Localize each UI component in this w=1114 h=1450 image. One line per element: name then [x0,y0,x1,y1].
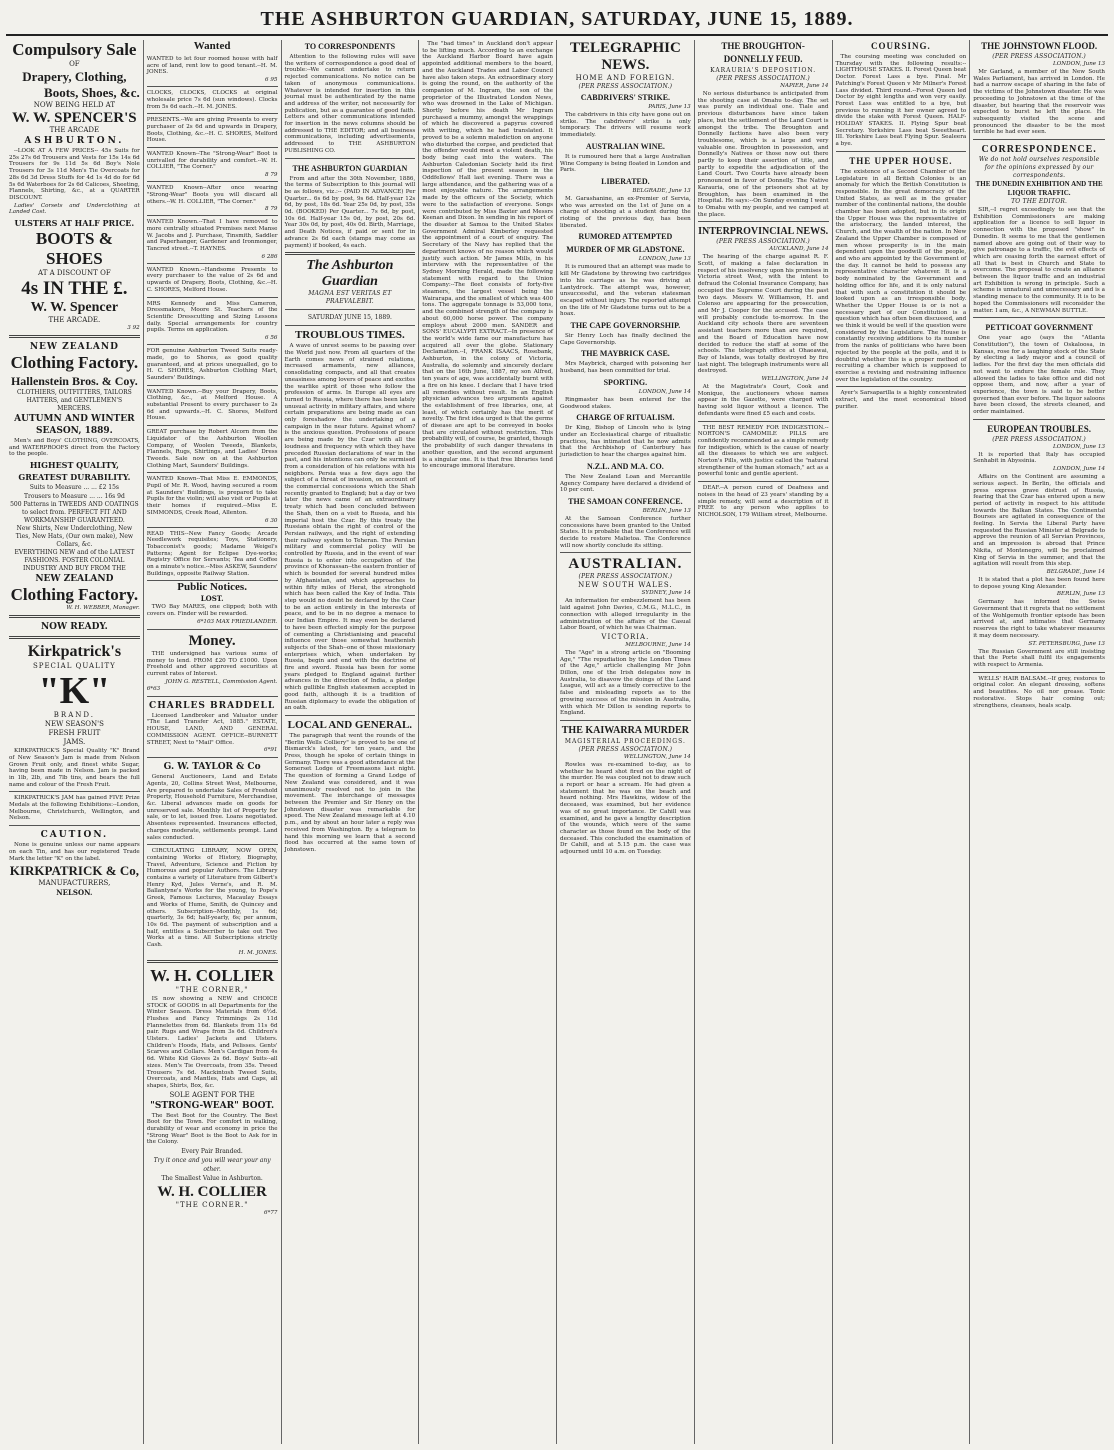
ad-line: AT A DISCOUNT OF [38,269,111,278]
ad-line: OF [69,60,80,68]
article-text: The "bad times" in Auckland don't appear to be lifting much. According to an exchange the Auckland Harbor Board have again appointed additional members to the board, and the Auckland Trades and Labor Council have also taken steps. An extraordinary story is going the round, on the authority of the companion of M. Ingram, the son of the proprietor of the Illustrated London News, who was drowned in the Lake of Michigan. Shortly before his death Mr Ingram purchased a mummy, amongst the wrappings of which he discovered a papyrus covered with writing, which he had translated. It proved to be a solemn malediction on anyone who disturbed the corpse, and predicted that the offender would meet a violent death, his body being cast into the waters. The Ashburton Caledonian Society held its first inspection of the present season in the Oddfellows' Hall last evening. There was a large attendance, and the gathering was of a most enjoyable nature. The arrangements made by the officers of the Society, which were to the satisfaction of everyone. Songs were contributed by Miss Baxter and Messrs Keenan and Dixon. In sending in his report of the disaster at Samoa to the United States Government Admiral Kimberley requested the appointment of a court of enquiry. The Secretary of the Navy has replied that the department knows of no reason which would justify such action. Mr James Mills, in his interview with the representative of the Sydney Morning Herald, made the following statement with regard to the Union Company:--The fleet consists of forty-five steamers, the largest vessel being the Wairarapa, and the smallest of which was 400 tons. The aggregate tonnage is 53,000 tons, and the combined strength of the company is about 60,000 horse power. The company employs about 2000 men. SANDER and SONS' EUCALYPTI EXTRACT.--In presence of the world's wide fame our manufacture has acquired all over the globe. Stationary Declamation.--I, FRANK ISAACS, Rosebank, Ashburton, in the colony of Victoria, Australia, do solemnly and sincerely declare that on the 16th June, 1887, my son Alfred, ten years of age, was accidentally burnt with a fire on his knee. I declare that I have tried all remedies without result. In an English physician advances two arguments against the establishment of free libraries, one, at least, of which certainly has the merit of novelty. The first idea urged is that the germs of disease are apt to be conveyed in books that are circulated without restriction. This probability will, of course, be granted, though the probability of such danger threatens in another question, and the second argument is a singular one. It is that free libraries tend to encourage immoral literature. [422,41,554,470]
divider [560,720,691,721]
divider [973,672,1105,673]
ad-text: --LOOK AT A FEW PRICES-- 45s Suits for 25s 27s 6d Trousers and Vests for 15s 14s 6d Trousers for 9s 11d 5s 6d Boy's Nole Trousers for 3s 11d Men's Tie Overcoats for 28s 6d 3d Dress Stuffs for 4d 1s 4d do for 6d 5s 6d Waterboes for 2s 6d Calicoes, Sheeting, Flannels, Shirting, &c., at a QUARTER DISCOUNT. [9,148,140,201]
ad-line: CAUTION. [40,830,109,841]
ad-line: 4s IN THE £. [21,278,128,300]
classified-ad [147,298,278,346]
ad-line: Clothing Factory. [10,585,139,605]
ad-code: 6*63 [146,685,161,692]
article-text: It is stated that a plot has been found here to depose young King Alexander. [973,576,1105,590]
divider [836,151,967,152]
divider [285,158,416,159]
ad-line: New Shirts, New Underclothing, New Ties, New Hats, (Our own make), New Collars, &c. [15,525,134,549]
ad-line: 500 Patterns in TWEEDS AND COATINGS to select from. PERFECT FIT AND WORKMANSHIP GUARANTEED. [10,501,139,525]
dateline: BERLIN, June 13 [1056,591,1105,598]
divider [560,552,691,553]
ad-text: KIRKPATRICK'S Special Quality "K" Brand of New Season's Jam is made from Nelson Grown Fruit only, and finest white Sugar, having been made in Nelson. Jam is packed in 1lb, 2lb, and 7lb tins, and bears the full name and colour of the Fresh Fruit. [9,748,140,788]
ad-line: KIRKPATRICK & Co, [9,863,139,879]
byline: (PER PRESS ASSOCIATION.) [992,435,1086,443]
ad-line: "THE CORNER." [175,1201,249,1210]
section-heading: CORRESPONDENCE. [981,144,1097,156]
ad-line: BOOTS & SHOES [35,229,113,269]
article-text: No serious disturbance is anticipated from the shooting case at Omahu to-day. The set was purely an individual one. Tiale and previous disturbances have since taken place, but the settlement of the Land Court is amongst the tribe. The Broughton and Donnelly factions have also been very troublesome, which is a large and very valuable one. Broughton in possession, and Donnelly's Natives or those now out there partly to keep their assertion of title, and partly to expedite the adjudication of the Land Court. Two Courts have already been pronounced in favor of Donnelly. The Native Karauria, one of the prisoners shot at by Broughton, has been examined in the Hospital. He says:--On Sunday evening I went to Omahu with my people, and we camped at the place. [697,91,829,218]
ad-signature: 6*103 MAX FRIEDLANDER. [197,618,278,625]
column-8 [970,40,1108,1444]
section-subheading: KARAURIA'S DEPOSITION. [710,67,817,74]
article-text: It is rumoured that an attempt was made to kill Mr Gladstone by throwing two cartridges into his carriage as he was driving at Lantydrock. The attempt was, however, unsuccessful, and the veteran statesman escaped without injury. The reported attempt on the life of Mr Gladstone turns out to be a hoax. [560,264,691,318]
ad-line: SOLE AGENT FOR THE [169,1090,255,1099]
ad-line: Hallenstein Bros. & Coy. [10,374,138,389]
article-text: One year ago (says the "Atlanta Constitution"), the town of Oskaloosa, in Kansas, rose for a laughing stock of the State by electing a lady mayor and a council of ladies. For the first day the men officials did not want to endure the female rule. They allowed the ladies to take office and did not oppose them, and now, after a year of experience, the town is said to be better governed than ever before. The liquor saloons have been closed, the streets cleaned, and order maintained. [973,335,1105,416]
column-7 [833,40,971,1444]
ad-line: ASHBURTON. [24,136,125,146]
ad-text: THE undersigned has various sums of money to lend. FROM £20 TO £1000. Upon Freehold and other approved securities at current rates of Interest. [146,650,278,677]
ad-line: Kirkpatrick's [27,643,122,661]
ad-text: Licensed Landbroker and Valuator under "The Land Transfer Act, 1885." ESTATE, HOUSE, LAND, AND GENERAL COMMISSION AGENT. OFFICE--BURNETT STREET, Next to "Mail" Office. [146,712,278,746]
article-headline: N.Z.L. AND M.A. CO. [587,461,664,471]
dateline: SYDNEY, June 14 [641,590,691,597]
divider [836,386,967,387]
ad-line: EVERYTHING NEW and of the LATEST FASHIONS. FOSTER COLONIAL INDUSTRY AND BUY FROM THE [14,549,135,573]
ad-line: JAMS. [63,738,86,747]
section-heading: Money. [188,632,236,649]
dateline: AUCKLAND, June 14 [769,246,829,253]
section-heading: PETTICOAT GOVERNMENT [985,323,1093,333]
article-text: The "Age" in a strong article on "Booming Age," "The repudiation by the London Times of the Age," article challenging Mr John Dillon, one of the Irish delegates now in Australia, to disavow the doings of the Land League, will act as a timely corrective to the false and misleading reports as to the growing success of the mission in Australia, with which Mr Dillon is sending reports to England. [560,649,691,717]
ad-line: BRAND. [53,711,95,720]
section-heading: AUSTRALIAN. [568,556,683,573]
advertisement-text: THE BEST REMEDY FOR INDIGESTION.--NORTON'S CAMOMILE PILLS are confidently recommended as a simple remedy for indigestion, which is the cause of nearly all the diseases to which we are subject. Norton's Pills, with justice called the "natural strengthener of the human stomach," act as a powerful tonic and gentle aperient. [697,424,829,478]
divider [285,309,416,310]
article-text: Affairs on the Continent are assuming a serious aspect. In Berlin, the officials and press express grave distrust of Russia, fearing that the Czar has entered upon a new period of activity in respect to his attitude towards the Balkan States. The Continental Bourses are agitated in consequence of the feeling. In Servia the Liberal Party have requested the Russian Minister at Belgrade to approve the reunion of all Servian Provinces, and an impression is abroad that Prince Nikita, of Montenegro, will be proclaimed King of Servia in the summer, and that the agitation will result from this step. [973,474,1105,568]
section-heading: TELEGRAPHIC NEWS. [569,40,681,73]
classified-ad [147,426,278,473]
divider [147,629,278,630]
section-subheading: HOME AND FOREIGN. [575,74,676,82]
classified-ad [147,114,278,148]
article-text: A wave of unrest seems to be passing over the World just now. From all quarters of the Earth comes news of strained relations, increased armaments, new alliances, consolidating compacts, and all that creates uneasiness among lovers of peace and excites the warlike spirit of those who follow the profession of arms. In Europe all eyes are turned to Russia, where there has been lately unusual activity in military affairs, and where certain preparations are being made as can only foreshadow the undertaking of a campaign in the near future. Against whom? is the anxious question. Professions of peace are being made by the Czar with all the loudness and frequency with which they have preceded Russian declarations of war in the past, and his intentions can only be surmised from a consideration of his relations with his neighbors. Persia was a few days ago the subject of a threat of invasion, on account of the commercial concessions which the Shah recently granted to England; but a day or two later the news came of an extraordinary treaty which had been concluded between the Shah, then on a visit to Russia, and his imperial host the Czar. By this treaty the Russians obtain the right of control of the Persian railways, and the right of extending their railway system to Teheran. The Persian military and commercial policy will be controlled by Russia, and in the event of war Russia is to enter into occupation of the province of Khorassan--the eastern frontier of which is bounded for several hundred miles by Afghanistan, and which approaches to within fifty miles of Herat, the stronghold which has been called the Key of India. This step would no doubt be declared by the Czar to be an action entirely in the interests of peace, and to be in no degree a menace to our Indian Empire. It may even be declared to have been effected simply for the purpose of cementing a Christianising and peaceful influence over those somewhat heathenish subjects of the Shah--one of those missionary enterprises which, when undertaken by Russia, begin and end with the doctrine of fire and sword. Russia has been for some years pledged to England against further advances in the direction of India, a pledge which gullible English statesmen accepted in good faith, although it is a tradition of Russian diplomacy to evade the obligation of an oath. [284,343,416,712]
classified-ad [147,473,278,527]
article-text: At the Magistrate's Court, Cook and Monique, the auctioneers whose names appear in the Gazette, were charged with having sold liquor without a licence. The defendants were fined £5 each and costs. [697,384,829,417]
article-text: Sir Henry Loch has finally declined the Cape Governorship. [560,333,691,346]
ad-code: 6 56 [265,335,278,342]
ad-line: HIGHEST QUALITY, [29,460,119,471]
column-1 [6,40,144,1444]
ad-signature: W. H. WEBBER, Manager. [66,605,140,612]
ad-line: Every Pair Branded. [181,1148,243,1156]
ad-code: 8 79 [265,206,278,213]
article-text: M. Garashanine, an ex-Premier of Servia, who was arrested on the 1st of June on a charge of shooting at a student during the rioting of the previous day, has been liberated. [560,195,691,229]
ad-line: CHARLES BRADDELL [149,700,276,711]
column-6 [695,40,833,1444]
dateline: LONDON, June 13 [1052,61,1105,67]
classified-ad [147,264,278,298]
ad-line: "K" [38,670,111,713]
ad-line: GREATEST DURABILITY. [18,472,131,483]
article-text: The existence of a Second Chamber of the Legislature in all British Colonies is an anomaly for which the British Constitution is responsible. In the great democracy of the United States, as well as in the greater number of the continental nations, the double chamber has been adopted, but in its origin the Upper House was the representative of the aristocracy, the landed interest, the Church, and the wealth of the nation. In New Zealand the Upper Chamber is composed of men whose prosperity is in the main dependent upon the goodwill of the people, and who are appointed by the Government of the day. It cannot be held to possess any representative character whatever. It is a body nominated by the Government and holding office for life, and it is only natural that with such a constitution it should be looked upon as an irresponsible body. Whether the Upper House is or is not a necessary part of our Constitution is a question which has often been discussed, and we think it would be well if the question were considered by the Legislature. The House is constantly receiving additions to its number from the ranks of politicians who have been rejected by the people at the polls, and it is doubtful whether this is a proper method of recruiting a chamber which is supposed to exercise a revising and restraining influence over the legislation of the country. [835,168,967,383]
ad-text: CIRCULATING LIBRARY, NOW OPEN, containing Works of History, Biography, Travel, Adventure, Science and Fiction by Humorous and popular Authors. The Library contains a variety of Literature from Gilbert's Henry Kyd, Jules Verne's, and R. M. Ballantyne's Works for the young, to Pope's Greek, Famous Lectures, Macaulay Essays and Works of Hume, Smith, de Quincey and others. Subscription--Monthly, 1s 6d; quarterly, 3s 6d; half-yearly, 6s; per annum, 10s 6d. The payment of subscription and a half, entitles a Subscriber to take out Two Works at a time. All Subscriptions strictly Cash. [146,848,278,949]
ad-line: NEW ZEALAND [29,342,119,353]
divider [147,696,278,697]
ad-line: LOST. [200,594,224,604]
classified-ad [147,216,278,264]
section-subheading: MAGISTERIAL PROCEEDINGS. [564,737,686,745]
classified-ad [147,53,278,87]
article-headline: THE DUNEDIN EXHIBITION AND THE LIQUOR TRAFFIC. [975,180,1103,198]
ad-text: FOR genuine Ashburton Tweed Suits ready-made, go to Shores, as good quality guaranteed, and at prices unequalled, go to H. C. SHORES, Ashburton Clothing Mart, Saunders' Buildings. [146,348,278,381]
column-3 [282,40,420,1444]
article-text: It is reported that Italy has occupied Senhabit in Abyssinia. [973,451,1105,465]
editorial-note: We do not hold ourselves responsible for the opinions expressed by our correspondents. [978,156,1100,180]
divider [147,960,278,963]
article-text: Attention to the following rules will save the writers of correspondence a good deal of trouble:--We cannot undertake to return rejected communications. No notice can be taken of anonymous communications. Whatever is intended for insertion in this journal must be authenticated by the name and address of the writer, not necessarily for publication, but as a guarantee of good faith. Letters and other communications intended for insertion in the news columns should be addressed to THE EDITOR; and all business communications, including advertisements, addressed to THE ASHBURTON PUBLISHING CO. [284,54,416,154]
article-text: Rowles was re-examined to-day, as to whether he heard shot fired on the night of the murder. He was coupled not to draw such a report or hear a scream. He had given a statement that he was on the beach and heard nothing. Mrs Hawkins, widow of the deceased, was examined, but her evidence was of no great importance. Dr Cahill was examined, and he gave a lengthy description of the wounds, which were of the same character as those found on the body of the deceased. This concluded the examination of Dr Cahill, and at 5.15 p.m. the case was adjourned until 10 a.m. on Tuesday. [560,761,691,856]
dateline: LONDON, June 13 [1052,443,1105,450]
ad-line: THE ARCADE. [48,316,101,325]
section-heading: Wanted [193,40,231,52]
article-text: An information for embezzlement has been laid against John Davies, C.M.G., M.L.C., in connection with alleged irregularity in the administration of the affairs of the Casual Labor Board, of which he was Chairman. [560,598,691,632]
ad-text: None is genuine unless our name appears on each Tin, and has our registered Trade Mark the letter "K" on the label. [9,842,140,862]
classified-ad [147,182,278,216]
ad-code: 6 286 [261,253,278,260]
dateline: BERLIN, June 13 [642,507,691,514]
column-5 [557,40,695,1444]
dateline: LONDON, June 13 [638,256,691,263]
ad-signature: JOHN G. RESTELL, Commission Agent. [165,678,278,685]
article-headline: CABDRIVERS' STRIKE. [580,93,671,102]
advertisement-text: WELLS' HAIR BALSAM.--If grey, restores to original color. An elegant dressing, softens and beautifies. No oil nor grease. Tonic restorative. Stops hair coming out; strengthens, cleanses, heals scalp. [973,675,1105,709]
article-headline: SPORTING. [603,377,648,387]
ad-line: ULSTERS AT HALF PRICE. [14,218,135,229]
ad-text: MRS Kennedy and Miss Cameron, Dressmakers, Moore St. Teachers of the Scientific Dresscutting and Sizing Lessons daily. Special arrangements for country pupils. Terms on application. [146,300,278,334]
ad-text: The Best Boot for the Country. The Best Boot for the Town. For comfort in walking, durability of wear and economy in price the "Strong Wear" Boot is the Boot to Ask for in the Colony. [146,1112,278,1146]
ad-line: Drapery, Clothing, [22,69,127,84]
byline: (PER PRESS ASSOCIATION.) [578,573,673,581]
ad-line: NEW SEASON'S [44,720,104,729]
ad-text: WANTED to let four roomed house with half acre of land, rent low to good tenant.--H. M. JONES. [146,56,278,76]
divider [9,615,140,618]
article-text: The hearing of the charge against R. F. Scott, of making a false declaration in respect of his insolvency upon his premises in Victoria street West, with the intent to defraud the Colonial Insurance Company, has occupied the Supreme Court during the past two days. Messrs W. Williamson, H. and Colenso are appearing for the prosecution, and Mr J. Cooper for the accused. The case will probably conclude to-morrow. In the Auckland city schools there are seventeen assistant teachers more than are required, and the Board of Education have now decided to reduce the staff at some of the schools. The telegraph office at Ohaeawai, Bay of Islands, was totally destroyed by fire last night. The telegraph instruments were all destroyed. [697,254,829,375]
divider [698,481,829,482]
classified-ad [147,386,278,427]
dateline: BELGRADE, June 13 [632,187,691,194]
ad-line: Clothing Factory. [10,353,139,373]
dateline: WELLINGTON, June 14 [623,753,691,760]
article-text: The coursing meeting was concluded on Thursday with the following results:-- LIGHTHOUSE STAKES. II. Forest Queen beat Doctor. Forest Lass a bye. Final. Mr Patching's Forest Queen v Mr Milner's Forest Lass divided. Third round.--Forest Queen led Doctor by eight lengths and won very easily. Forest Lass was entitled to a bye, but previous to running it her owner agreed to divide the stake with Forest Queen. HALF-HOLIDAY STAKES. II. Flying Spur beat Secretary. Yorkshire Lass beat Sweetheart. III. Yorkshire Lass beat Flying Spur. Sealeera a bye. [835,54,967,148]
article-headline: TROUBLOUS TIMES. [294,329,405,342]
divider [147,757,278,758]
article-text: Mrs Maybrick, charged with poisoning her husband, has been committed for trial. [560,361,691,375]
ad-line: G. W. TAYLOR & Co [163,762,261,773]
column-2 [144,40,282,1444]
columns [6,40,1108,1444]
article-headline: LOCAL AND GENERAL. [287,718,413,731]
byline: TO THE EDITOR. [1011,198,1068,206]
divider [698,421,829,422]
ad-text: KIRKPATRICK'S JAM has gained FIVE Prize Medals at the following Exhibitions:--London, Melbourne, Christchurch, Wellington, and Nelson. [9,795,140,822]
divider [9,825,140,826]
article-headline: AUSTRALIAN WINE. [585,141,665,151]
column-4 [419,40,557,1444]
dateline: BELGRADE, June 14 [1046,568,1105,575]
classified-ad [147,345,278,386]
byline: (PER PRESS ASSOCIATION.) [716,75,810,82]
dateline: MELBOURNE, June 14 [625,641,691,648]
ad-text: Ladies' Corsets and Underclothing at Landed Cost. [9,202,140,216]
ad-text: TWO Bay MARES, one clipped; both with covers on. Finder will be rewarded. [146,604,278,618]
article-text: At the Samoan Conference further concessions have been granted to the United States. It is probable that the Conference will decide to restore Malietoa. The Conference will now shortly conclude its sitting. [560,515,691,549]
ad-line: AUTUMN AND WINTER [14,414,135,425]
byline: (PER PRESS ASSOCIATION.) [716,238,810,246]
section-heading: Public Notices. [177,581,247,594]
divider [973,317,1105,318]
ad-code: 6 95 [265,77,278,84]
ad-headline: Compulsory Sale [12,40,137,59]
ad-line: Trousers to Measure ... ... 16s 9d [23,493,125,501]
divider [698,221,829,222]
section-heading: THE ASHBURTON GUARDIAN [292,163,408,173]
divider [147,844,278,845]
ad-line: SPECIAL QUALITY [32,662,116,671]
ad-line: MANUFACTURERS, [38,879,111,888]
article-text: Ringmaster has been entered for the Goodwood stakes. [560,396,691,410]
ad-text: IS now showing a NEW and CHOICE STOCK of GOODS in all Departments for the Winter Season. Dress Materials from 6½d. Flushes and Fancy Trimmings 2s 11d Flannelettes from 6d. Blankets from 11s 6d pair. Rugs and Wraps from 3s 6d. Children's Ulsters. Ladies' Jackets and Ulsters. Children's Hoods, Hats, and Pelisses. Gents' Scarves and Collars. Men's Cardigan from 4s 6d. White Kid Gloves 2s 6d. Boys' Suits--all sizes. Men's Tie Overcoats, from 35s. Tweed Trousers 7s 6d. Mackintosh Tweed Suits, Overcoats, and Mantles, Hats and Caps, all shapes, Shirts, Box, &c. [146,995,278,1089]
ad-line: "THE CORNER," [175,985,249,994]
ad-text: PRESENTS.--We are giving Presents to every purchaser of 2s 6d and upwards in Drapery, Boots, Clothing, &c.--H. C. SHORES, Melford House. [146,117,278,144]
ad-line: W. H. COLLIER [157,1184,267,1201]
section-heading: INTERPROVINCIAL NEWS. [698,226,829,238]
ad-code: 8 79 [265,172,278,179]
article-text: It is rumoured here that a large Australian Wine Company is being floated in London and Paris. [560,153,691,174]
divider [9,791,140,792]
ad-signature: H. M. JONES. [238,949,278,956]
ad-text: WANTED Known.--Handsome Presents to every purchaser to the value of 2s 6d and upwards of Drapery, Boots, Clothing, &c.--H. C. SHORES, Melford House. [146,266,278,293]
masthead [6,4,1108,36]
ad-text: WANTED Known--After once wearing "Strong-Wear" Boots you will discard all others.--W. H. COLLIER, "The Corner." [146,185,278,205]
article-text: From and after the 30th November, 1886, the terms of Subscription to this journal will be as follows, viz.:-- (PAID IN ADVANCE) Per Quarter... 6s 6d by post, 9s 6d. Half-year 12s 6d, by post, 18s 6d. Year 25s 0d, by post, 35s 0d. (BOOKED) Per Quarter... 7s 6d, by post, 10s 6d. Half-year 15s 0d, by post, 20s 6d. Year 30s 0d, by post, 40s 0d. Birth, Marriage, and Death Notices, if paid or sent for in advance 2s 6d each (stamps may come as payment) if booked, 4s each. [284,175,416,249]
section-subheading: NEW SOUTH WALES. [578,581,673,590]
classified-ad [147,148,278,182]
ad-line: "STRONG-WEAR" BOOT. [150,1100,275,1111]
divider [973,139,1105,140]
section-heading: TO CORRESPONDENTS [304,42,396,51]
section-subheading: VICTORIA. [601,632,650,641]
ad-text: WANTED Known--The "Strong-Wear" Boot is unrivalled for durability and comfort.--W. H. COLLIER, "The Corner." [146,151,278,171]
section-heading: THE BROUGHTON-DONNELLY FEUD. [721,41,805,64]
divider [285,325,416,326]
article-text: The Russian Government are still insisting that the Porte shall fulfil its engagements with respect to Armenia. [973,648,1105,668]
article-text: SIR,--I regret exceedingly to see that the Exhibition Commissioners are making application for a licence to sell liquor in connection with the proposed "show" in Dunedin. It seems to me that the gentlemen named above are going out of their way to give patronage to a traffic, the evil effects of which are ceasing forth the earnest effort of all that is best in Church and State to overcome. The proposal to create an alliance between the liquor traffic and an industrial art Exhibition is wrong in principle. Such a scheme is unnatural and unnecessary and is a standing menace to the community. It is to be hoped the Commissioners will reconsider the matter. I am, &c., A NEWMAN BUTTLE. [973,207,1105,314]
advertisement-text: Ayer's Sarsaparilla is a highly concentrated extract, and the most economical blood purifier. [835,390,967,410]
ad-line: NOW READY. [40,622,108,633]
byline: (PER PRESS ASSOCIATION.) [578,83,673,90]
classified-ad [147,528,278,582]
dateline: NAPIER, June 14 [780,83,829,89]
ad-text: General Auctioneers, Land and Estate Agents, 20, Collins Street West, Melbourne, Are prepared to undertake Sales of Freehold Property, Household Furniture, Merchandise, &c. Liberal advances made on goods for unreserved sale. Monthly list of Property for sale, or to let, issued free. Loans negotiated. Absentees represented. Insurances effected, charges moderate, settlements prompt. Land sales conducted. [146,774,278,841]
article-text: Dr King, Bishop of Lincoln who is lying under an Ecclesiastical charge of ritualistic practices, has intimated that he now admits that the Archbishop of Canterbury has jurisdiction to hear the charges against him. [560,425,691,459]
divider [9,335,140,338]
ad-line: The Smallest Value in Ashburton. [161,1175,263,1183]
ad-line: W. W. Spencer [30,300,119,316]
article-text: Mr Garland, a member of the New South Wales Parliament, has arrived in London. He had a narrow escape of sharing in the fate of the victims of the Johnstown disaster. He was proceeding to Johnstown at the time of the disaster, but hearing that the reservoir was expected to burst he left the place. He subsequently visited the scene and pronounced the disaster to be the most terrible he had ever seen. [973,69,1105,136]
dateline: LONDON, June 14 [638,388,691,395]
ad-line: FRESH FRUIT [48,729,101,738]
dateline: LONDON, June 14 [1052,466,1105,473]
article-headline: RUMORED ATTEMPTED MURDER OF MR GLADSTONE. [566,232,685,255]
section-heading: THE JOHNSTOWN FLOOD. [981,41,1098,51]
ad-code: 3 92 [127,325,140,332]
ad-text: READ THIS--New Fancy Goods; Arcade Needlework requisites; Toys, Stationery, Tobacconist's goods; Madame Weigel's Patterns; Agent for Eclipse Dye-works; Registry Office for Servants; Tea and Coffee on a minute's notice.--Miss ASKEW, Saunders' Buildings, opposite Railway Station. [146,530,278,577]
ad-text: WANTED Known.--That I have removed to more centrally situated Premises next Manse W. Jacobs and J. Purchase, Tinsmith, Saddler and Paperhanger, Gardener and Ironmonger, Tancred street.--T. HAYNES. [146,219,278,253]
ad-text: Men's and Boys' CLOTHING, OVERCOATS, and WATERPROOFS direct from the Factory to the people. [9,438,140,458]
section-heading: EUROPEAN TROUBLES. [987,423,1092,434]
ad-text: GREAT purchase by Robert Alcorn from the Liquidator of the Ashburton Woollen Company, of Woolen Tweeds, Blankets, Flannels, Rugs, Shirtings, and Ladies' Dress Tweeds. Sale now on at the Ashburton Clothing Mart, Saunders' Buildings. [146,429,278,469]
article-headline: THE CAPE GOVERNORSHIP. [570,321,681,331]
ad-code: 6 30 [265,517,278,524]
divider [9,636,140,639]
article-headline: THE MAYBRICK CASE. [580,349,670,359]
ad-line: SEASON, 1889. [35,426,113,437]
ad-line: NELSON. [56,888,93,898]
ad-line: NEW ZEALAND [35,574,114,585]
ad-line: Suits to Measure ... ... £2 15s [29,484,120,492]
ad-line: THE ARCADE [49,126,100,134]
editorial-motto: MAGNA EST VERITAS ET PRAEVALEBIT. [308,290,392,306]
article-text: Germany has informed the Swiss Government that it regrets that no settlement of the Wohlgemuth frontier episode has been arrived at, and intimates that Germany reserves the right to take whatever measures it may deem necessary. [973,599,1105,639]
ad-code: 6*77 [264,1210,278,1217]
editorial-masthead: The Ashburton Guardian [306,258,394,290]
byline: (PER PRESS ASSOCIATION.) [992,53,1086,60]
ad-line: Boots, Shoes, &c. [44,85,140,100]
article-headline: CHARGE OF RITUALISM. [576,413,675,423]
article-text: The cabdrivers in this city have gone out on strike. The cabdrivers' strike is only temporary. The drivers will resume work immediately. [560,112,691,139]
newspaper-title: THE ASHBURTON GUARDIAN, SATURDAY, JUNE 15, 1889. [260,8,854,30]
ad-line: W. W. SPENCER'S [12,110,137,126]
ad-line: NOW BEING HELD AT [33,101,116,109]
dateline: WELLINGTON, June 14 [761,376,829,383]
section-heading: COURSING. [870,41,931,51]
article-headline: LIBERATED. [601,176,650,186]
ad-text: WANTED Known--That Miss E. EMMONDS, Pupil of Mr. R. Wood, having secured a room at Saunders' Buildings, is prepared to take Pupils for the violin; will also visit or Pupils at their homes if required.--Miss E. SIMMONDS, Creek Road, Allenton. [146,476,278,516]
ad-line: W. H. COLLIER [150,965,275,985]
ad-line: CLOTHIERS, OUTFITTERS, TAILORS HATTERS, and GENTLEMEN'S MERCERS. [16,389,132,413]
section-heading: THE UPPER HOUSE. [849,155,953,166]
editorial-date: SATURDAY JUNE 15, 1889. [307,314,392,322]
divider [973,419,1105,420]
article-text: The New Zealand Loan and Mercantile Agency Company have declared a dividend of 10 per cent. [560,473,691,494]
divider [285,715,416,716]
advertisement-text: DEAF.--A person cured of Deafness and noises in the head of 23 years' standing by a simple remedy, will send a description of it FREE to any person who applies to NICHOLSON, 179 William street, Melbourne. [697,485,829,518]
classified-ad [147,87,278,114]
ad-line: Try it once and you will wear your any other. [153,1157,271,1174]
ad-text: CLOCKS, CLOCKS, CLOCKS at original wholesale price 7s 6d (sun windows). Clocks from 5s 6d each.--H. M. JONES. [146,90,278,110]
byline: (PER PRESS ASSOCIATION.) [578,745,673,753]
article-text: The paragraph that went the rounds of the "Berlin Wells Colliery" is proved to be one of Bismarck's latest, for ten years, and the Press, though he spoke of certain things in Germany. There was a good attendance at the Somerset Lodge of Freemasons last night. The question of forming a Grand Lodge of New Zealand was considered, and it was unanimously resolved not to join in the movement. The interchange of messages between the Premier and Sir Henry on the Johnstown disaster was remarkable for speed. The New Zealand message left at 4.10 p.m., and by about an hour later a reply was received from Washington. By a telegram to hand this morning we learn that a second flood has occurred at the same town of Johnstown. [284,732,416,853]
divider [285,252,416,255]
dateline: PARIS, June 13 [648,104,691,110]
dateline: ST. PETERSBURG, June 13 [1028,640,1105,647]
ad-text: WANTED Known.--Buy your Drapery, Boots, Clothing, &c., at Melford House. A substantial Present to every purchaser to 2s 6d and upwards.--H. C. Shores, Melford House. [146,388,278,422]
section-heading: THE KAIWARRA MURDER [561,724,689,736]
article-headline: THE SAMOAN CONFERENCE. [568,496,683,506]
ad-code: 6*91 [264,747,278,754]
